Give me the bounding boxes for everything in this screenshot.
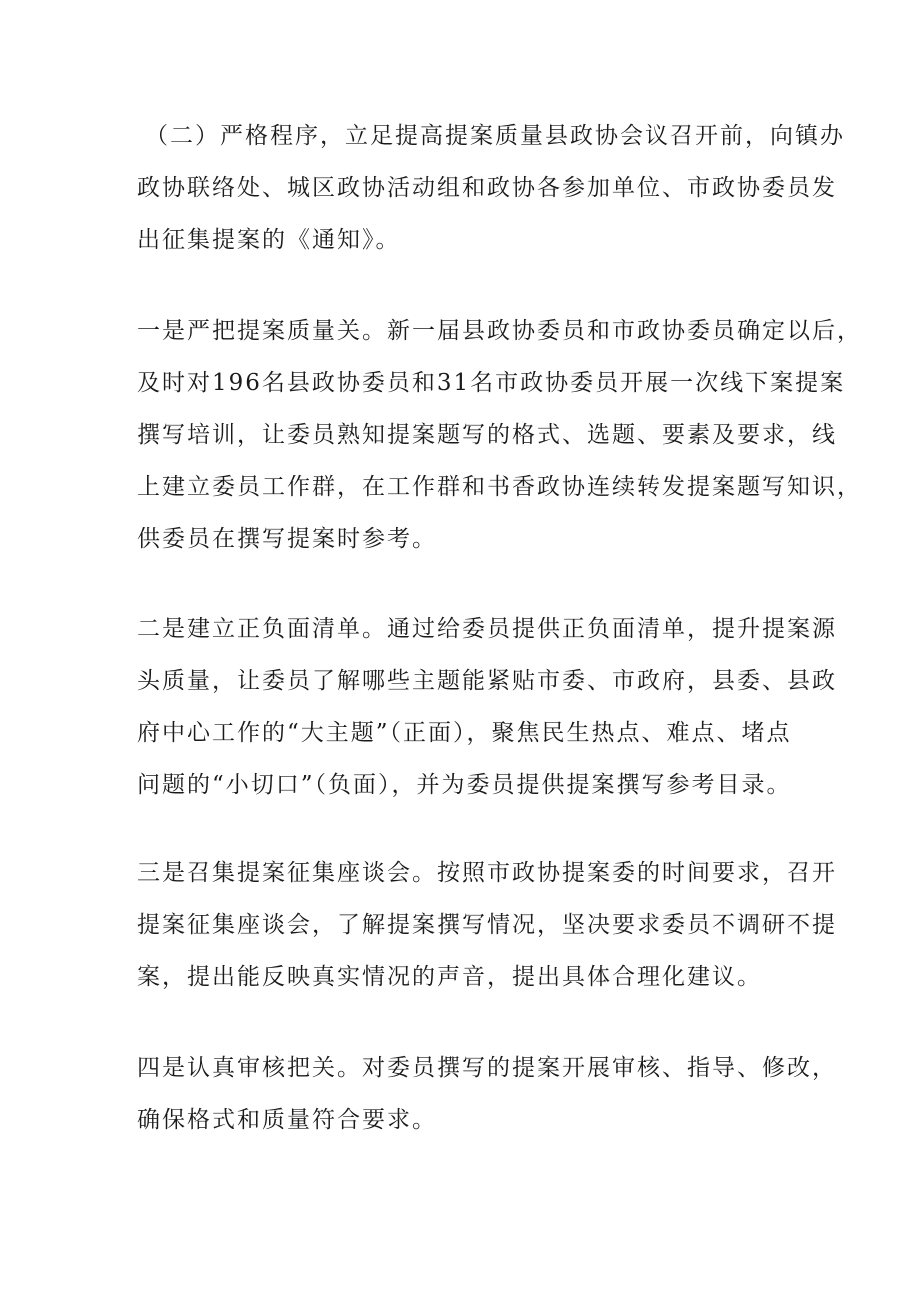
paragraph-item-three [137,847,837,1003]
text-line: 问题的“小切口”（负面），并为委员提供提案撰写参考目录。 [137,772,792,798]
text-line: 供委员在撰写提案时参考。 [137,526,437,552]
text-line: 撰写培训，让委员熟知提案题写的格式、选题、要素及要求，线 [137,422,837,448]
text-line: 二是建立正负面清单。通过给委员提供正负面清单，提升提案源 [137,616,837,642]
text-line: 出征集提案的《通知》。 [137,227,401,253]
text-line: 府中心工作的“大主题”（正面），聚焦民生热点、难点、堵点 [137,720,792,746]
text-line: 提案征集座谈会，了解提案撰写情况，坚决要求委员不调研不提 [137,912,837,938]
paragraph-item-one [137,305,862,565]
text-line: 四是认真审核把关。对委员撰写的提案开展审核、指导、修改， [137,1055,837,1081]
text-line: 及时对196名县政协委员和31名市政协委员开展一次线下案提案 [137,370,846,396]
text-line: （二）严格程序，立足提高提案质量县政协会议召开前，向镇办 [145,123,845,149]
text-line: 确保格式和质量符合要求。 [137,1107,437,1133]
text-line: 三是召集提案征集座谈会。按照市政协提案委的时间要求，召开 [137,860,837,886]
text-line: 一是严把提案质量关。新一届县政协委员和市政协委员确定以后， [137,318,862,344]
text-line: 上建立委员工作群，在工作群和书香政协连续转发提案题写知识， [137,474,862,500]
paragraph-item-four [137,1042,837,1146]
text-line: 政协联络处、城区政协活动组和政协各参加单位、市政协委员发 [137,175,837,201]
text-line: 头质量，让委员了解哪些主题能紧贴市委、市政府，县委、县政 [137,668,837,694]
paragraph-procedure [137,110,845,266]
paragraph-item-two [137,603,837,811]
text-line: 案，提出能反映真实情况的声音，提出具体合理化建议。 [137,964,762,990]
